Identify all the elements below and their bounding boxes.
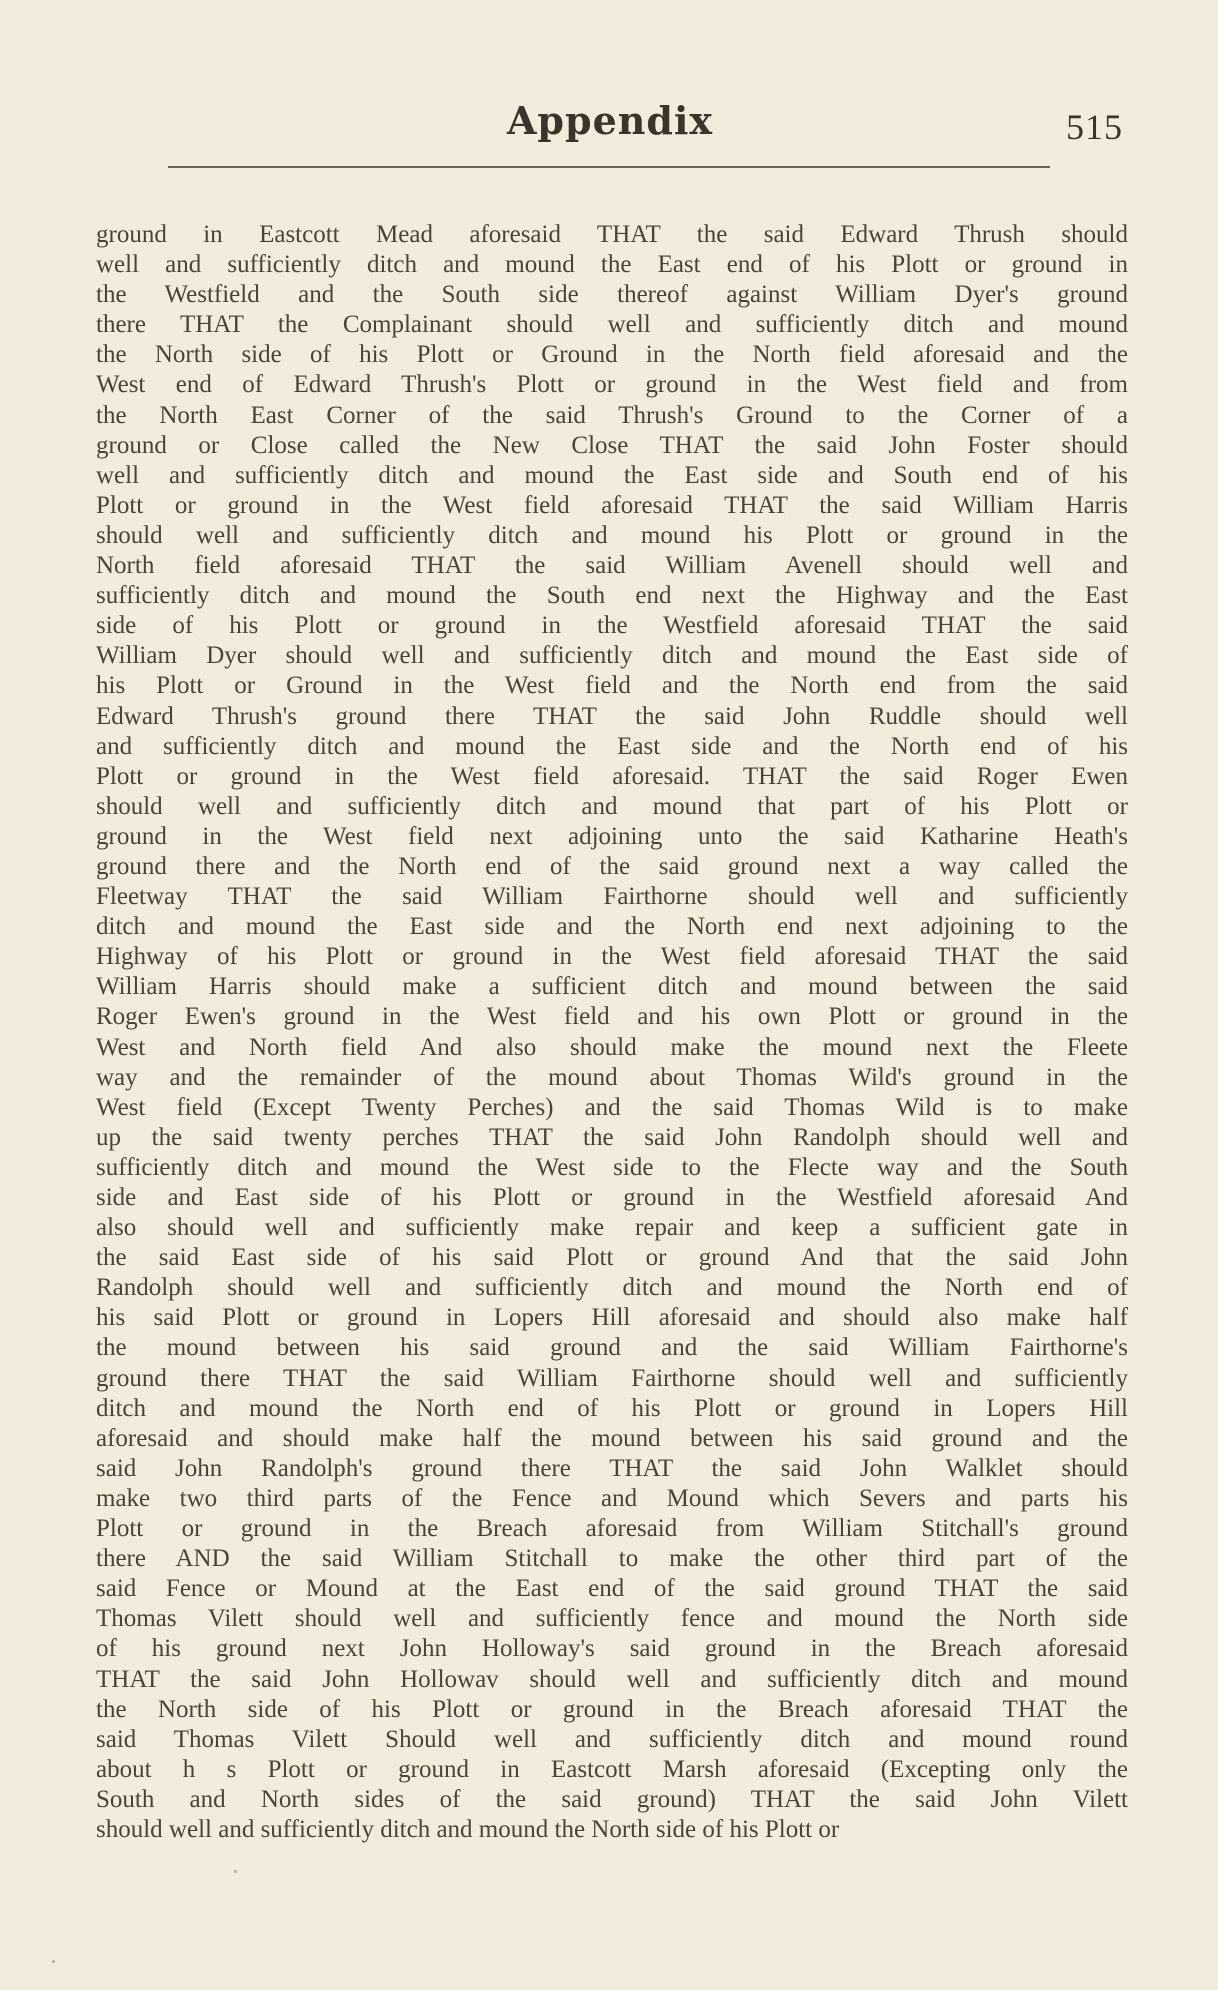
text-line: sufficiently ditch and mound the South end next the Highway and the East: [96, 582, 1128, 610]
text-line: about h s Plott or ground in Eastcott Marsh aforesaid (Excepting only the: [96, 1755, 1128, 1783]
header-rule: [168, 166, 1050, 168]
text-line: Edward Thrush's ground there THAT the said John Ruddle should well: [96, 702, 1128, 730]
text-line: ground or Close called the New Close THAT the said John Foster should: [96, 431, 1128, 459]
text-line: there AND the said William Stitchall to make the other third part of the: [96, 1545, 1128, 1573]
text-line: ditch and mound the North end of his Plott or ground in Lopers Hill: [96, 1394, 1128, 1422]
text-line: well and sufficiently ditch and mound the East side and South end of his: [96, 461, 1128, 489]
body-text: [96, 220, 1128, 1845]
text-line: Highway of his Plott or ground in the West field aforesaid THAT the said: [96, 943, 1128, 971]
paper-speck: [52, 1960, 55, 1963]
text-line: West and North field And also should make the mound next the Fleete: [96, 1033, 1128, 1061]
text-line: Plott or ground in the Breach aforesaid from William Stitchall's ground: [96, 1515, 1128, 1543]
text-line: William Harris should make a sufficient ditch and mound between the said: [96, 973, 1128, 1001]
text-line: should well and sufficiently ditch and mound his Plott or ground in the: [96, 521, 1128, 549]
text-line: Roger Ewen's ground in the West field and his own Plott or ground in the: [96, 1003, 1128, 1031]
text-line: ground in Eastcott Mead aforesaid THAT the said Edward Thrush should: [96, 221, 1128, 248]
text-line: ground in the West field next adjoining unto the said Katharine Heath's: [96, 822, 1128, 850]
text-line: ditch and mound the East side and the North end next adjoining to the: [96, 913, 1128, 941]
text-line: the North East Corner of the said Thrush's Ground to the Corner of a: [96, 401, 1128, 429]
text-line: make two third parts of the Fence and Mound which Severs and parts his: [96, 1484, 1128, 1512]
text-line: South and North sides of the said ground) THAT the said John Vilett: [96, 1785, 1128, 1813]
text-line: the mound between his said ground and the said William Fairthorne's: [96, 1334, 1128, 1362]
text-line: said Fence or Mound at the East end of the said ground THAT the said: [96, 1575, 1128, 1603]
text-line: way and the remainder of the mound about Thomas Wild's ground in the: [96, 1063, 1128, 1091]
paper-speck: [234, 1870, 237, 1873]
text-line: well and sufficiently ditch and mound the East end of his Plott or ground in: [96, 251, 1128, 279]
text-line: Fleetway THAT the said William Fairthorne should well and sufficiently: [96, 883, 1128, 911]
text-line: North field aforesaid THAT the said William Avenell should well and: [96, 552, 1128, 580]
text-line: also should well and sufficiently make repair and keep a sufficient gate in: [96, 1214, 1128, 1242]
text-line: the Westfield and the South side thereof against William Dyer's ground: [96, 281, 1128, 309]
text-line: his Plott or Ground in the West field and the North end from the said: [96, 672, 1128, 700]
text-line: West field (Except Twenty Perches) and the said Thomas Wild is to make: [96, 1093, 1128, 1121]
text-line: sufficiently ditch and mound the West side to the Flecte way and the South: [96, 1153, 1128, 1181]
text-line: Thomas Vilett should well and sufficiently fence and mound the North side: [96, 1605, 1128, 1633]
text-line: West end of Edward Thrush's Plott or ground in the West field and from: [96, 371, 1128, 399]
text-line: aforesaid and should make half the mound between his said ground and the: [96, 1424, 1128, 1452]
text-line: of his ground next John Holloway's said ground in the Breach aforesaid: [96, 1635, 1128, 1663]
text-line: the North side of his Plott or ground in the Breach aforesaid THAT the: [96, 1695, 1128, 1723]
text-line: the said East side of his said Plott or ground And that the said John: [96, 1244, 1128, 1272]
text-line: should well and sufficiently ditch and mound that part of his Plott or: [96, 792, 1128, 820]
text-line: ground there and the North end of the said ground next a way called the: [96, 852, 1128, 880]
text-line: THAT the said John Hollowav should well and sufficiently ditch and mound: [96, 1665, 1128, 1693]
text-line: should well and sufficiently ditch and mound the North side of his Plott or: [96, 1815, 840, 1843]
text-line: Randolph should well and sufficiently ditch and mound the North end of: [96, 1274, 1128, 1302]
running-title: Appendix: [506, 98, 714, 143]
text-line: ground there THAT the said William Fairthorne should well and sufficiently: [96, 1364, 1128, 1392]
text-line: William Dyer should well and sufficiently ditch and mound the East side of: [96, 642, 1128, 670]
text-line: side of his Plott or ground in the Westfield aforesaid THAT the said: [96, 612, 1128, 640]
text-line: said John Randolph's ground there THAT the said John Walklet should: [96, 1454, 1128, 1482]
text-line: Plott or ground in the West field aforesaid. THAT the said Roger Ewen: [96, 762, 1128, 790]
text-line: side and East side of his Plott or ground in the Westfield aforesaid And: [96, 1184, 1128, 1211]
text-line: said Thomas Vilett Should well and sufficiently ditch and mound round: [96, 1725, 1128, 1753]
text-line: there THAT the Complainant should well and sufficiently ditch and mound: [96, 311, 1128, 339]
text-line: the North side of his Plott or Ground in the North field aforesaid and the: [96, 341, 1128, 369]
text-line: up the said twenty perches THAT the said John Randolph should well and: [96, 1123, 1128, 1151]
text-line: Plott or ground in the West field aforesaid THAT the said William Harris: [96, 491, 1128, 519]
page-number: 515: [1066, 107, 1123, 147]
text-line: and sufficiently ditch and mound the East side and the North end of his: [96, 732, 1128, 760]
text-line: his said Plott or ground in Lopers Hill aforesaid and should also make half: [96, 1304, 1128, 1332]
